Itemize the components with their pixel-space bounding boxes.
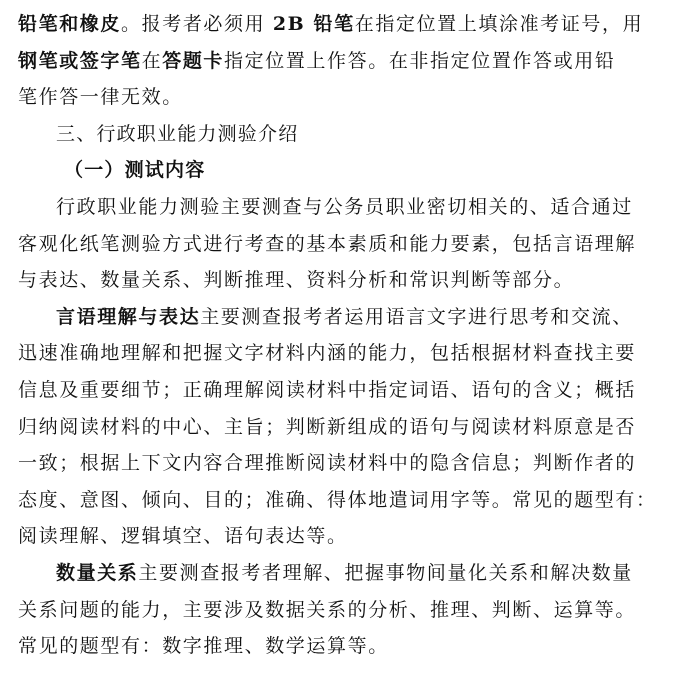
term-pencil-eraser: 铅笔和橡皮 xyxy=(18,13,122,35)
p1-line-2-text-b: 指定位置上作答。在非指定位置作答或用铅 xyxy=(224,49,616,72)
p3-line-5: 一致；根据上下文内容合理推断阅读材料中的隐含信息；判断作者的 xyxy=(18,452,637,475)
p4-line-2: 关系问题的能力，主要涉及数据关系的分析、推理、判断、运算等。 xyxy=(18,598,637,621)
p3-line-1-text: 主要测查报考者运用语言文字进行思考和交流、 xyxy=(200,305,633,328)
p1-line-1 xyxy=(18,6,677,43)
p4-line-1 xyxy=(18,555,677,592)
p2-line-3: 与表达、数量关系、判断推理、资料分析和常识判断等部分。 xyxy=(18,269,575,292)
p4-line-1-text: 主要测查报考者理解、把握事物间量化关系和解决数量 xyxy=(138,561,633,584)
p3-line-7: 阅读理解、逻辑填空、语句表达等。 xyxy=(18,525,348,548)
p2-line-1: 行政职业能力测验主要测查与公务员职业密切相关的、适合通过 xyxy=(56,195,633,218)
p3-line-2: 迅速准确地理解和把握文字材料内涵的能力，包括根据材料查找主要 xyxy=(18,342,637,365)
p3-line-1 xyxy=(18,299,677,336)
p1-line-1-text-b: 在指定位置上填涂准考证号，用 xyxy=(354,13,644,35)
p3-line-4: 归纳阅读材料的中心、主旨；判断新组成的语句与阅读材料原意是否 xyxy=(18,415,637,438)
p1-line-2-text-a: 在 xyxy=(141,49,163,72)
p3-line-6: 态度、意图、倾向、目的；准确、得体地遣词用字等。常见的题型有： xyxy=(18,488,657,511)
term-verbal: 言语理解与表达 xyxy=(56,305,201,328)
term-2b-pencil: 2B 铅笔 xyxy=(272,13,355,35)
subheading: （一）测试内容 xyxy=(64,159,206,182)
term-pen: 钢笔或签字笔 xyxy=(18,49,142,72)
term-quantitative: 数量关系 xyxy=(56,561,139,584)
p4-line-3: 常见的题型有：数字推理、数学运算等。 xyxy=(18,635,389,658)
p2-line-2: 客观化纸笔测验方式进行考查的基本素质和能力要素，包括言语理解 xyxy=(18,232,637,255)
p3-line-3: 信息及重要细节；正确理解阅读材料中指定词语、语句的含义；概括 xyxy=(18,378,637,401)
p1-line-2 xyxy=(18,43,677,80)
section-heading: 三、行政职业能力测验介绍 xyxy=(56,122,299,145)
p1-line-3: 笔作答一律无效。 xyxy=(18,86,183,109)
term-answer-sheet: 答题卡 xyxy=(162,49,225,72)
p1-line-1-text-a: 。报考者必须用 xyxy=(121,13,273,35)
